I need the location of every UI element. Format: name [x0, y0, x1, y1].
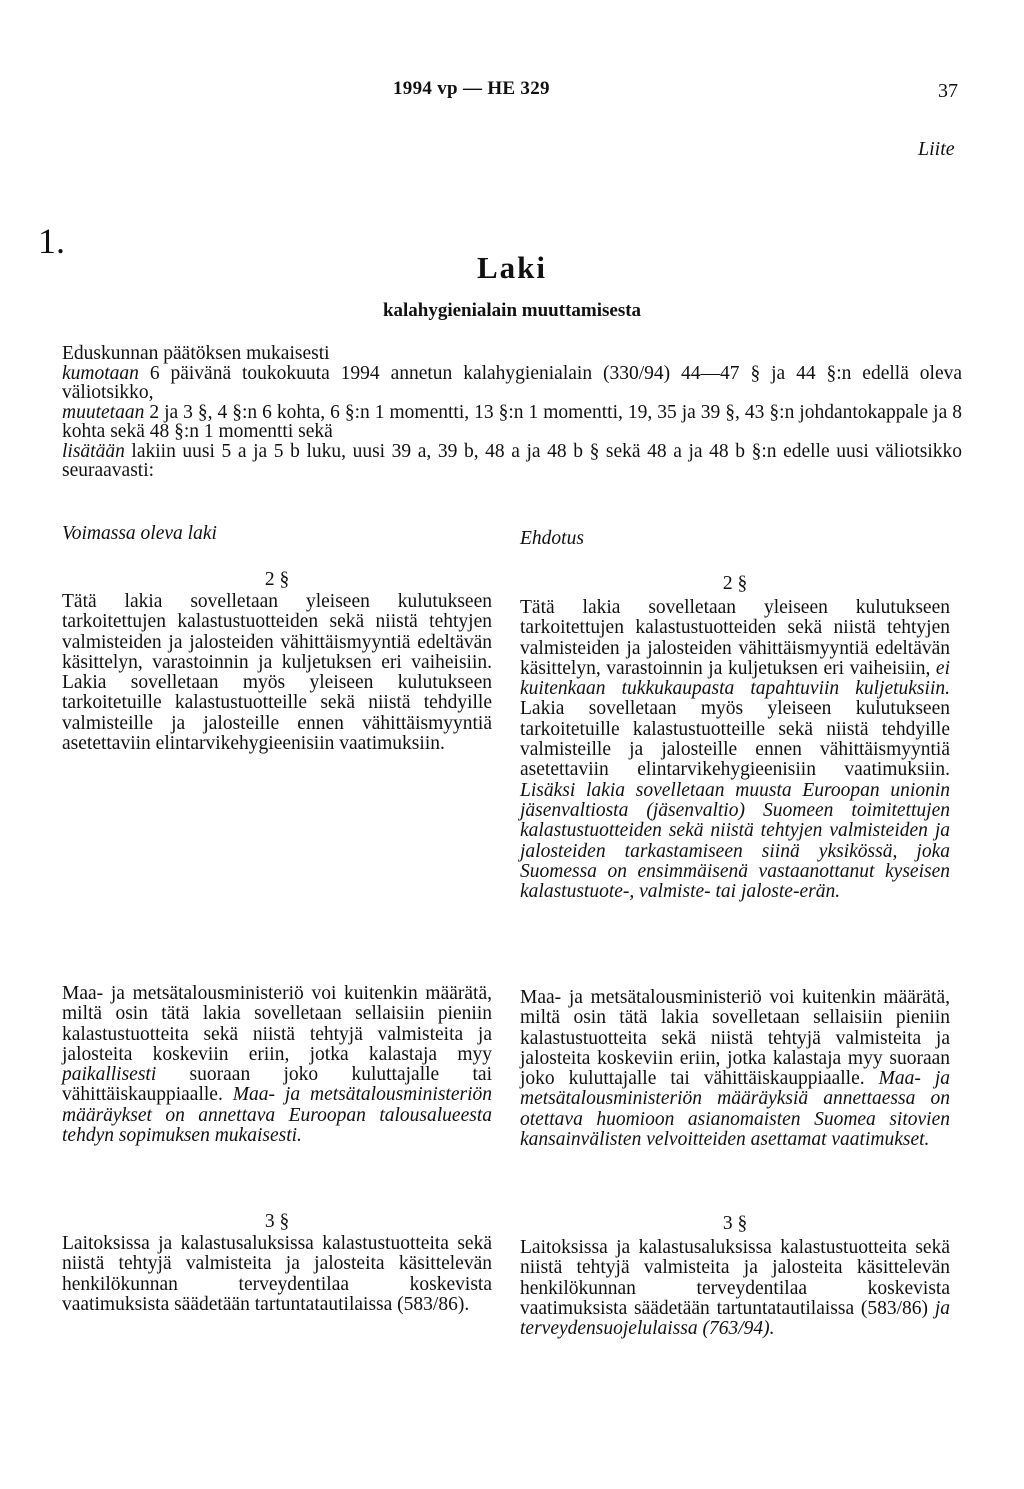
lisataan-word: lisätään — [62, 440, 125, 462]
left-s2-p2-a: Maa- ja metsätalousministeriö voi kuitenkin määrätä, miltä osin tätä lakia sovelletaan sellaisiin pieniin kalastustuotteita sekä niistä tehtyjä valmisteita ja jalosteita koskeviin eriin, jotka kalastaja myy — [62, 983, 492, 1065]
left-s3-p1-text: Laitoksissa ja kalastusaluksissa kalastustuotteita sekä niistä tehtyjä valmisteita ja jalosteita käsittelevän henkilökunnan terveydentilaa koskevista vaatimuksista säädetään tartuntatautilaissa (583/86). — [62, 1233, 492, 1315]
page-number: 37 — [938, 80, 958, 102]
right-s2-p2-b: Maa- ja metsätalousministeriön määräyksiä annettaessa on otettava huomioon asianomaisten Suomea sitovien kansainvälisten velvoitteiden asettamat vaatimukset. — [520, 1068, 951, 1151]
law-title: Laki — [476, 250, 548, 285]
kumotaan-text: 6 päivänä toukokuuta 1994 annetun kalahygienialain (330/94) 44—47 § ja 44 §:n edellä oleva väliotsikko, — [62, 362, 962, 403]
right-s2-p1-c: Lakia sovelletaan myös yleiseen kulutukseen tarkoitetuille kalastustuotteille sekä niistä tehdyille valmisteille ja jalosteille ennen vähittäismyyntiä asetettaviin elintarvikehygieenisiin vaatimuksiin. — [520, 698, 950, 781]
right-section-2-paragraph-1 — [520, 598, 950, 902]
right-section-3-heading: 3 § — [722, 1213, 748, 1234]
right-s2-p1 — [520, 598, 950, 902]
right-section-3-paragraph-1 — [520, 1238, 950, 1339]
right-s3-p1-b: ja terveydensuojelulaissa (763/94). — [520, 1297, 950, 1340]
running-title: 1994 vp — HE 329 — [393, 78, 550, 99]
appendix-label: Liite — [918, 138, 955, 160]
right-s2-p1-d: Lisäksi lakia sovelletaan muusta Euroopan unionin jäsenvaltiosta (jäsenvaltio) Suomeen toimitettujen kalastustuotteiden sekä niistä tehtyjen valmisteiden ja jalosteiden tarkastamiseen siinä yksikössä, joka Suomessa on ensimmäisenä vastaanottanut kyseisen kalastustuote-, valmiste- tai jaloste-erän. — [520, 779, 950, 903]
right-column-heading: Ehdotus — [520, 528, 584, 549]
left-section-2-paragraph-2 — [62, 984, 492, 1146]
preamble — [62, 344, 962, 481]
right-s3-p1-a: Laitoksissa ja kalastusaluksissa kalastustuotteita sekä niistä tehtyjä valmisteita ja jalosteita käsittelevän henkilökunnan terveydentilaa koskevista vaatimuksista säädetään tartuntatautilaissa (583/86) — [520, 1237, 950, 1319]
kumotaan-word: kumotaan — [62, 362, 139, 384]
muutetaan-text: 2 ja 3 §, 4 §:n 6 kohta, 6 §:n 1 momentti, 13 §:n 1 momentti, 19, 35 ja 39 §, 43 §:n johdantokappale ja 8 kohta sekä 48 §:n 1 momentti sekä — [62, 401, 962, 442]
right-s3-p1 — [520, 1238, 950, 1339]
left-s2-p2 — [62, 984, 492, 1146]
left-column-heading: Voimassa oleva laki — [62, 523, 217, 544]
left-section-3-heading: 3 § — [264, 1211, 290, 1232]
right-s2-p1-b: ei kuitenkaan tukkukaupasta tapahtuviin kuljetuksiin. — [520, 657, 950, 700]
preamble-kumotaan — [62, 364, 962, 403]
left-s2-p1-text: Tätä lakia sovelletaan yleiseen kulutukseen tarkoitettujen kalastustuotteiden sekä niistä tehtyjen valmisteiden ja jalosteiden vähittäismyyntiä edeltävän käsittelyn, varastoinnin ja kuljetuksen eri vaiheisiin. Lakia sovelletaan myös yleiseen kulutukseen tarkoitetuille kalastustuotteille sekä niistä tehdyille valmisteille ja jalosteille ennen vähittäismyyntiä asetettaviin elintarvikehygieenisiin vaatimuksiin. — [62, 591, 492, 755]
right-s2-p1-a: Tätä lakia sovelletaan yleiseen kulutukseen tarkoitettujen kalastustuotteiden sekä niistä tehtyjen valmisteiden ja jalosteiden vähittäismyyntiä edeltävän käsittelyn, varastoinnin ja kuljetuksen eri vaiheisiin, — [520, 597, 950, 679]
left-s2-p2-b: paikallisesti — [62, 1064, 157, 1086]
law-number: 1. — [38, 221, 65, 261]
lisataan-text: lakiin uusi 5 a ja 5 b luku, uusi 39 a, 39 b, 48 a ja 48 b § sekä 48 a ja 48 b §:n edelle uusi väliotsikko seuraavasti: — [62, 440, 962, 481]
law-subtitle: kalahygienialain muuttamisesta — [382, 300, 642, 321]
muutetaan-word: muutetaan — [62, 401, 145, 423]
left-section-3-paragraph-1 — [62, 1234, 492, 1315]
left-s2-p2-d: Maa- ja metsätalousministeriön määräykset on annettava Euroopan talousalueesta tehdyn sopimuksen mukaisesti. — [62, 1084, 492, 1147]
preamble-lisataan — [62, 442, 962, 481]
preamble-intro: Eduskunnan päätöksen mukaisesti — [62, 343, 330, 364]
left-section-2-heading: 2 § — [264, 569, 290, 590]
right-s2-p2 — [520, 988, 950, 1150]
preamble-muutetaan — [62, 403, 962, 442]
right-s2-p2-a: Maa- ja metsätalousministeriö voi kuitenkin määrätä, miltä osin tätä lakia sovelletaan sellaisiin pieniin kalastustuotteita sekä niistä tehtyjä valmisteita ja jalosteita koskeviin eriin, jotka kalastaja myy suoraan joko kuluttajalle tai vähittäiskauppiaalle. — [520, 987, 950, 1090]
right-section-2-heading: 2 § — [722, 573, 748, 594]
right-section-2-paragraph-2 — [520, 988, 950, 1150]
left-s2-p2-c: suoraan joko kuluttajalle tai vähittäiskauppiaalle. — [62, 1064, 492, 1106]
left-section-2-paragraph-1 — [62, 592, 492, 754]
